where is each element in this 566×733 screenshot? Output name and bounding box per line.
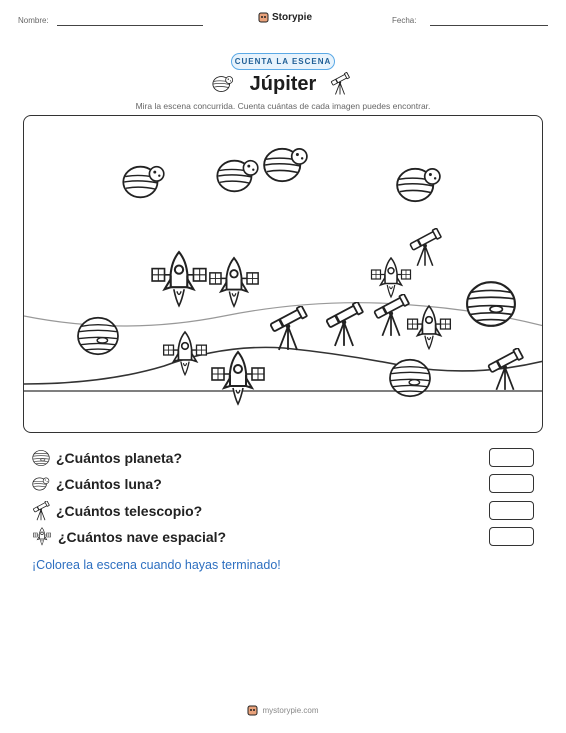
rocket-spaceship-icon: [32, 527, 52, 547]
jupiter-planet-icon: [32, 449, 50, 467]
answer-box-moons[interactable]: [489, 474, 534, 493]
counting-scene: [23, 115, 543, 433]
date-label: Fecha:: [392, 16, 417, 25]
question-text: ¿Cuántos planeta?: [56, 450, 183, 466]
rocket-spaceship-icon: [162, 330, 208, 380]
question-text: ¿Cuántos nave espacial?: [58, 529, 227, 545]
question-text: ¿Cuántos luna?: [56, 476, 162, 492]
finish-instruction: ¡Colorea la escena cuando hayas terminado!: [32, 558, 281, 572]
scene-count-badge: CUENTA LA ESCENA: [231, 53, 335, 70]
jupiter-planet-icon: [465, 280, 517, 328]
page-title: Júpiter: [249, 73, 317, 95]
name-line[interactable]: [57, 25, 203, 26]
jupiter-planet-icon: [76, 316, 120, 356]
moon-icon: [261, 146, 311, 184]
question-telescopes: [32, 501, 202, 521]
question-spaceships: [32, 527, 226, 547]
footer: [0, 704, 566, 716]
telescope-icon: [268, 306, 308, 352]
jupiter-planet-icon: [388, 358, 432, 398]
instructions: Mira la escena concurrida. Cuenta cuántas de cada imagen puedes encontrar.: [135, 101, 431, 111]
moon-icon: [394, 166, 444, 204]
telescope-icon: [408, 228, 442, 268]
moon-icon: [32, 476, 50, 492]
rocket-spaceship-icon: [406, 304, 452, 354]
name-label: Nombre:: [18, 16, 49, 25]
answer-box-spaceships[interactable]: [489, 527, 534, 546]
storypie-mascot-icon: [258, 11, 269, 23]
footer-url[interactable]: mystorypie.com: [262, 705, 319, 715]
rocket-spaceship-icon: [150, 250, 208, 312]
logo-text: Storypie: [272, 11, 313, 23]
rocket-spaceship-icon: [370, 256, 412, 302]
telescope-icon: [324, 302, 364, 348]
telescope-icon: [32, 501, 50, 521]
rocket-spaceship-icon: [210, 350, 266, 410]
storypie-logo: [258, 11, 312, 23]
date-line[interactable]: [430, 25, 548, 26]
answer-box-planets[interactable]: [489, 448, 534, 467]
question-planets: [32, 448, 182, 468]
moon-icon: [214, 158, 262, 194]
answer-box-telescopes[interactable]: [489, 501, 534, 520]
rocket-spaceship-icon: [208, 256, 260, 312]
storypie-mascot-icon: [247, 704, 258, 716]
moon-icon: [120, 164, 168, 200]
telescope-icon: [486, 348, 524, 392]
question-moons: [32, 474, 162, 494]
question-text: ¿Cuántos telescopio?: [56, 503, 203, 519]
telescope-icon: [330, 72, 350, 96]
